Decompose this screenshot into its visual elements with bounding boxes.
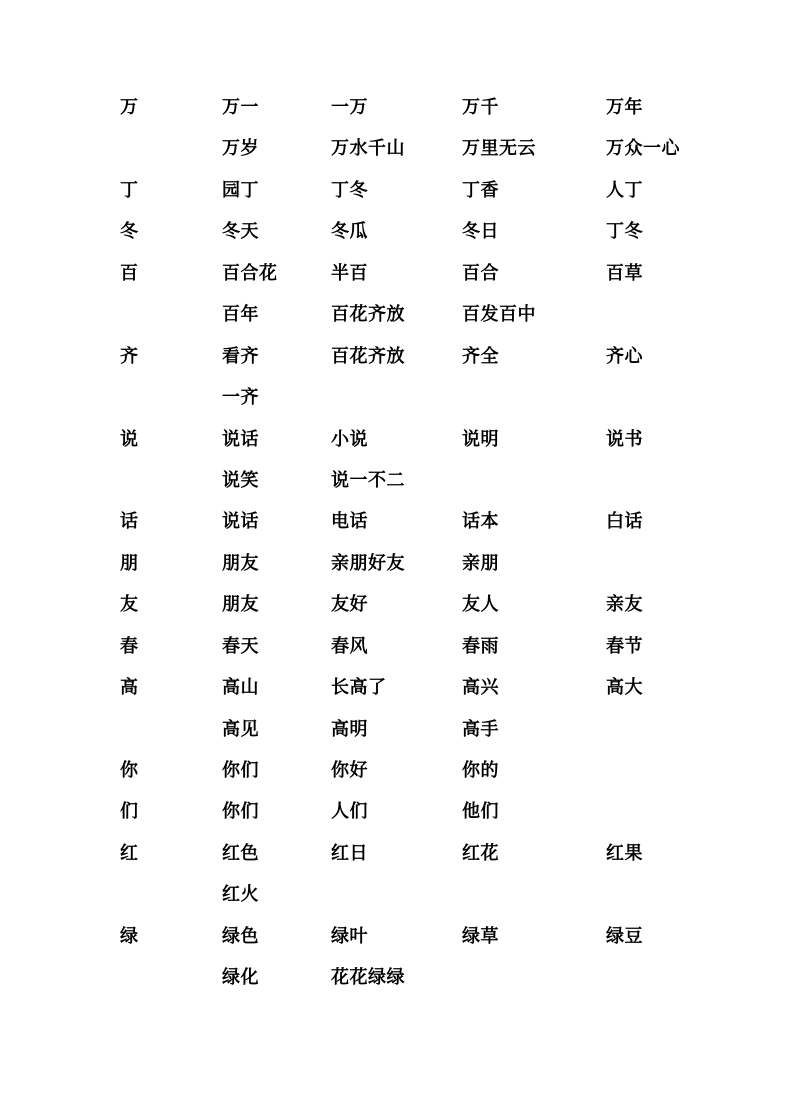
word: 高兴: [462, 677, 499, 699]
word: 园丁: [222, 179, 259, 201]
word: 看齐: [222, 345, 259, 367]
head-char: 们: [120, 801, 139, 823]
word: 百合: [462, 262, 499, 284]
word: 小说: [331, 428, 368, 450]
vocab-row: [0, 180, 792, 221]
word: 丁冬: [606, 221, 643, 243]
word: 春风: [331, 635, 368, 657]
word: 红色: [222, 842, 259, 864]
word: 说话: [222, 511, 259, 533]
head-char: 友: [120, 594, 139, 616]
word: 花花绿绿: [331, 967, 405, 989]
head-char: 你: [120, 760, 139, 781]
word: 红火: [222, 884, 259, 906]
word: 高山: [222, 677, 259, 699]
vocab-row: [0, 263, 792, 304]
vocab-row: [0, 387, 792, 428]
word: 说一不二: [331, 469, 405, 491]
vocab-row: [0, 677, 792, 718]
word: 齐全: [462, 345, 499, 367]
word: 一齐: [222, 387, 259, 409]
word: 亲朋好友: [331, 552, 405, 574]
word: 人们: [331, 801, 368, 823]
word: 春节: [606, 635, 643, 657]
word: 春天: [222, 635, 259, 657]
vocab-row: [0, 138, 792, 179]
word: 冬日: [462, 221, 499, 243]
vocab-row: [0, 221, 792, 262]
word: 高明: [331, 718, 368, 740]
word: 友好: [331, 594, 368, 616]
word: 亲朋: [462, 552, 499, 574]
word: 百年: [222, 304, 259, 326]
word: 万一: [222, 97, 259, 118]
word: 丁香: [462, 179, 499, 201]
word: 万千: [462, 97, 499, 118]
word: 电话: [331, 511, 368, 533]
word: 百草: [606, 262, 643, 284]
word: 绿叶: [331, 925, 368, 947]
vocab-row: [0, 346, 792, 387]
word: 长高了: [331, 677, 387, 699]
word: 亲友: [606, 594, 643, 616]
vocab-row: [0, 511, 792, 552]
word: 高见: [222, 718, 259, 740]
vocab-row: [0, 470, 792, 511]
word: 你们: [222, 801, 259, 823]
word: 红花: [462, 842, 499, 864]
word: 万水千山: [331, 138, 405, 160]
word: 他们: [462, 801, 499, 823]
word: 齐心: [606, 345, 643, 367]
word: 百花齐放: [331, 304, 405, 326]
head-char: 话: [120, 511, 139, 533]
vocab-row: [0, 967, 792, 1008]
word: 朋友: [222, 594, 259, 616]
word: 高手: [462, 718, 499, 740]
word: 绿草: [462, 925, 499, 947]
vocab-row: [0, 801, 792, 842]
word: 朋友: [222, 552, 259, 574]
word: 百合花: [222, 262, 278, 284]
vocab-row: [0, 843, 792, 884]
word: 绿豆: [606, 925, 643, 947]
word: 春雨: [462, 635, 499, 657]
word: 说笑: [222, 469, 259, 491]
word: 冬天: [222, 221, 259, 243]
word: 你们: [222, 760, 259, 781]
vocab-row: [0, 884, 792, 925]
word: 红日: [331, 842, 368, 864]
word: 红果: [606, 842, 643, 864]
head-char: 春: [120, 635, 139, 657]
word: 百花齐放: [331, 345, 405, 367]
vocab-row: [0, 429, 792, 470]
word: 人丁: [606, 179, 643, 201]
word: 话本: [462, 511, 499, 533]
head-char: 百: [120, 262, 139, 284]
head-char: 丁: [120, 179, 139, 201]
word: 说明: [462, 428, 499, 450]
head-char: 红: [120, 842, 139, 864]
head-char: 万: [120, 97, 139, 118]
word: 冬瓜: [331, 221, 368, 243]
word: 友人: [462, 594, 499, 616]
vocab-row: [0, 304, 792, 345]
word: 绿色: [222, 925, 259, 947]
word: 说话: [222, 428, 259, 450]
word: 白话: [606, 511, 643, 533]
word: 万里无云: [462, 138, 536, 160]
vocab-row: [0, 926, 792, 967]
vocab-row: [0, 760, 792, 801]
head-char: 朋: [120, 552, 139, 574]
word: 你好: [331, 760, 368, 781]
word: 说书: [606, 428, 643, 450]
head-char: 高: [120, 677, 139, 699]
vocabulary-sheet: [0, 97, 792, 1009]
vocab-row: [0, 719, 792, 760]
word: 万年: [606, 97, 643, 118]
head-char: 冬: [120, 221, 139, 243]
word: 一万: [331, 97, 368, 118]
word: 万岁: [222, 138, 259, 160]
head-char: 齐: [120, 345, 139, 367]
word: 绿化: [222, 967, 259, 989]
word: 万众一心: [606, 138, 680, 160]
head-char: 绿: [120, 925, 139, 947]
word: 高大: [606, 677, 643, 699]
vocab-row: [0, 553, 792, 594]
vocab-row: [0, 636, 792, 677]
word: 百发百中: [462, 304, 536, 326]
word: 丁冬: [331, 179, 368, 201]
vocab-row: [0, 594, 792, 635]
word: 半百: [331, 262, 368, 284]
word: 你的: [462, 760, 499, 781]
vocab-row: [0, 97, 792, 138]
head-char: 说: [120, 428, 139, 450]
